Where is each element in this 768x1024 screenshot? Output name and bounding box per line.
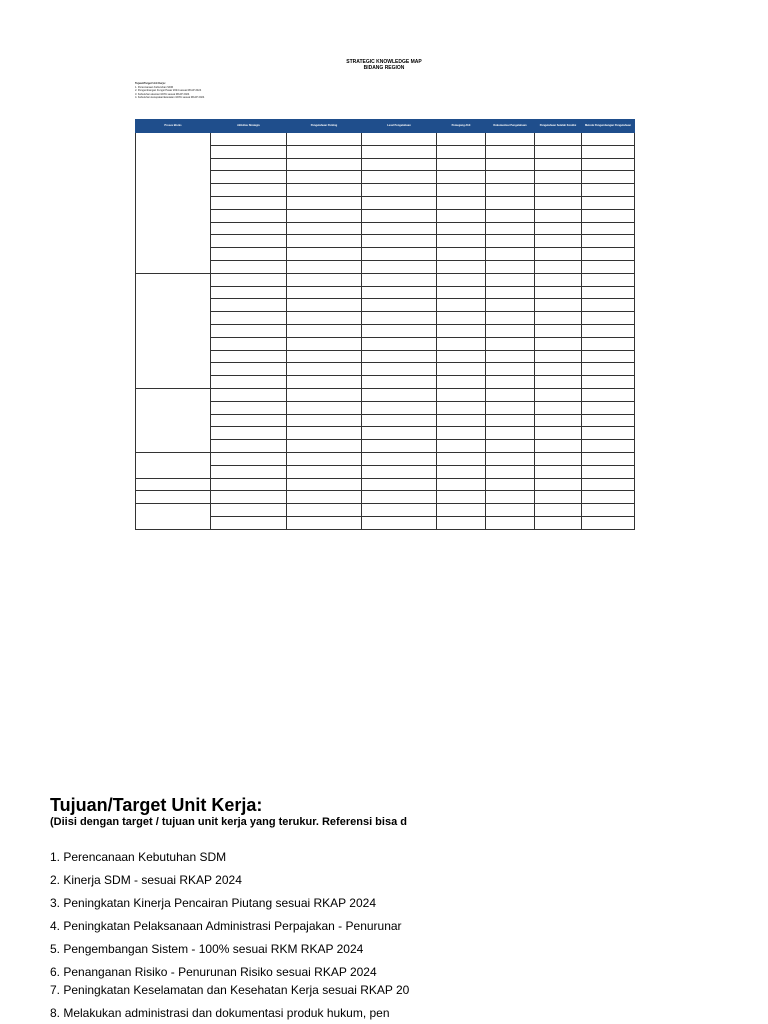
- table-cell: [437, 388, 486, 401]
- table-cell: [437, 427, 486, 440]
- table-cell: [486, 171, 535, 184]
- column-header: Proses Bisnis: [136, 120, 211, 133]
- table-cell: [582, 158, 635, 171]
- table-row: [136, 388, 635, 401]
- table-cell: [211, 414, 287, 427]
- table-cell: [486, 337, 535, 350]
- table-cell: [535, 171, 582, 184]
- table-cell: [211, 440, 287, 453]
- table-cell: [582, 184, 635, 197]
- table-row: [136, 299, 635, 312]
- goal-list: [50, 849, 410, 1021]
- table-cell: [437, 312, 486, 325]
- table-cell: [535, 363, 582, 376]
- table-cell: [535, 145, 582, 158]
- table-cell: [287, 440, 362, 453]
- table-cell: [362, 171, 437, 184]
- table-cell: [287, 452, 362, 465]
- table-cell: [535, 478, 582, 491]
- table-row: [136, 491, 635, 504]
- table-row: [136, 401, 635, 414]
- table-row: [136, 133, 635, 146]
- table-cell: [486, 260, 535, 273]
- table-cell: [582, 337, 635, 350]
- table-cell: [535, 248, 582, 261]
- table-cell: [362, 504, 437, 517]
- table-cell: [211, 299, 287, 312]
- table-cell: [287, 248, 362, 261]
- table-cell: [582, 440, 635, 453]
- table-cell: [582, 350, 635, 363]
- table-cell: [535, 504, 582, 517]
- table-cell: [287, 209, 362, 222]
- goal-item: 1. Perencanaan Kebutuhan SDM: [50, 850, 227, 864]
- table-cell: [535, 465, 582, 478]
- table-cell: [211, 388, 287, 401]
- table-cell: [287, 465, 362, 478]
- table-row: [136, 478, 635, 491]
- table-cell: [211, 491, 287, 504]
- table-cell: [362, 465, 437, 478]
- table-cell: [211, 171, 287, 184]
- table-cell: [582, 363, 635, 376]
- table-cell: [486, 248, 535, 261]
- table-cell: [437, 465, 486, 478]
- table-cell: [486, 222, 535, 235]
- table-cell: [582, 235, 635, 248]
- table-cell: [287, 184, 362, 197]
- mini-goal-block: [135, 82, 335, 100]
- table-cell: [437, 184, 486, 197]
- table-cell: [535, 376, 582, 389]
- table-cell: [486, 299, 535, 312]
- table-cell: [437, 299, 486, 312]
- table-cell: [211, 363, 287, 376]
- table-cell: [437, 235, 486, 248]
- table-cell: [535, 235, 582, 248]
- table-cell: [287, 427, 362, 440]
- goal-item: 2. Kinerja SDM - sesuai RKAP 2024: [50, 873, 242, 887]
- table-cell: [287, 337, 362, 350]
- goal-item: 5. Pengembangan Sistem - 100% sesuai RKM RKAP 2024: [50, 942, 364, 956]
- table-cell: [287, 273, 362, 286]
- process-cell: [136, 504, 211, 530]
- table-cell: [362, 440, 437, 453]
- table-cell: [362, 414, 437, 427]
- table-cell: [582, 452, 635, 465]
- goal-item: 3. Peningkatan Kinerja Pencairan Piutang sesuai RKAP 2024: [50, 896, 376, 910]
- table-cell: [535, 158, 582, 171]
- table-cell: [362, 299, 437, 312]
- table-row: [136, 324, 635, 337]
- table-cell: [211, 350, 287, 363]
- table-cell: [362, 145, 437, 158]
- table-cell: [437, 491, 486, 504]
- table-cell: [486, 363, 535, 376]
- table-cell: [437, 171, 486, 184]
- table-cell: [486, 414, 535, 427]
- table-cell: [535, 516, 582, 529]
- table-cell: [535, 209, 582, 222]
- column-header: Pengetahuan Setelah Kondisi: [535, 120, 582, 133]
- table-row: [136, 196, 635, 209]
- table-row: [136, 376, 635, 389]
- table-cell: [535, 312, 582, 325]
- mini-goal-line: 1. Perencanaan Kebutuhan SDM: [135, 85, 174, 89]
- table-cell: [486, 324, 535, 337]
- table-cell: [437, 209, 486, 222]
- table-cell: [437, 452, 486, 465]
- table-cell: [582, 312, 635, 325]
- table-row: [136, 504, 635, 517]
- table-row: [136, 440, 635, 453]
- table-cell: [211, 376, 287, 389]
- table-cell: [486, 273, 535, 286]
- table-cell: [582, 145, 635, 158]
- table-cell: [582, 260, 635, 273]
- table-cell: [287, 401, 362, 414]
- table-cell: [535, 337, 582, 350]
- table-cell: [211, 260, 287, 273]
- table-cell: [437, 273, 486, 286]
- table-cell: [287, 260, 362, 273]
- table-cell: [582, 299, 635, 312]
- process-cell: [136, 133, 211, 274]
- column-header: Metode Pengembangan Pengetahuan: [582, 120, 635, 133]
- table-cell: [486, 145, 535, 158]
- table-cell: [211, 401, 287, 414]
- table-cell: [582, 465, 635, 478]
- table-cell: [486, 388, 535, 401]
- table-cell: [362, 350, 437, 363]
- table-cell: [437, 337, 486, 350]
- goal-subtitle: (Diisi dengan target / tujuan unit kerja yang terukur. Referensi bisa d: [50, 816, 407, 828]
- table-cell: [486, 184, 535, 197]
- table-row: [136, 363, 635, 376]
- table-cell: [486, 209, 535, 222]
- process-cell: [136, 273, 211, 388]
- table-cell: [211, 312, 287, 325]
- table-cell: [486, 465, 535, 478]
- table-cell: [362, 337, 437, 350]
- table-row: [136, 312, 635, 325]
- table-cell: [362, 196, 437, 209]
- table-cell: [582, 516, 635, 529]
- table-cell: [287, 286, 362, 299]
- table-cell: [582, 133, 635, 146]
- table-cell: [486, 516, 535, 529]
- table-cell: [535, 222, 582, 235]
- table-cell: [362, 184, 437, 197]
- table-cell: [287, 504, 362, 517]
- table-cell: [287, 158, 362, 171]
- table-cell: [582, 478, 635, 491]
- table-cell: [211, 145, 287, 158]
- column-header: Dokumentasi Pengetahuan: [486, 120, 535, 133]
- table-cell: [211, 273, 287, 286]
- column-header: Pemegang Ahli: [437, 120, 486, 133]
- table-cell: [287, 491, 362, 504]
- table-cell: [582, 491, 635, 504]
- table-cell: [362, 516, 437, 529]
- table-cell: [287, 376, 362, 389]
- table-cell: [535, 350, 582, 363]
- table-cell: [287, 478, 362, 491]
- knowledge-map-table: [135, 119, 635, 530]
- table-cell: [582, 388, 635, 401]
- table-cell: [362, 388, 437, 401]
- table-cell: [362, 376, 437, 389]
- column-header: Pengetahuan Penting: [287, 120, 362, 133]
- table-cell: [211, 452, 287, 465]
- table-cell: [535, 401, 582, 414]
- table-cell: [535, 286, 582, 299]
- table-cell: [211, 427, 287, 440]
- process-cell: [136, 478, 211, 491]
- table-cell: [362, 260, 437, 273]
- table-cell: [582, 196, 635, 209]
- table-cell: [535, 388, 582, 401]
- table-cell: [486, 427, 535, 440]
- table-cell: [211, 516, 287, 529]
- process-cell: [136, 491, 211, 504]
- table-cell: [535, 324, 582, 337]
- table-row: [136, 209, 635, 222]
- table-cell: [362, 209, 437, 222]
- table-cell: [362, 401, 437, 414]
- mini-goal-heading: Tujuan/Target Unit Kerja:: [135, 82, 166, 85]
- table-cell: [486, 491, 535, 504]
- table-cell: [287, 196, 362, 209]
- table-cell: [582, 248, 635, 261]
- table-cell: [437, 414, 486, 427]
- table-cell: [535, 184, 582, 197]
- table-cell: [211, 196, 287, 209]
- table-row: [136, 337, 635, 350]
- table-cell: [211, 158, 287, 171]
- table-cell: [437, 350, 486, 363]
- table-cell: [211, 504, 287, 517]
- table-cell: [582, 171, 635, 184]
- table-cell: [211, 184, 287, 197]
- table-cell: [582, 273, 635, 286]
- table-cell: [362, 312, 437, 325]
- table-cell: [486, 504, 535, 517]
- table-cell: [535, 491, 582, 504]
- table-cell: [437, 222, 486, 235]
- table-cell: [486, 235, 535, 248]
- table-cell: [437, 133, 486, 146]
- table-cell: [486, 440, 535, 453]
- table-cell: [437, 478, 486, 491]
- table-cell: [535, 196, 582, 209]
- table-cell: [362, 286, 437, 299]
- table-cell: [287, 388, 362, 401]
- process-cell: [136, 388, 211, 452]
- table-cell: [362, 158, 437, 171]
- table-cell: [287, 299, 362, 312]
- table-cell: [582, 286, 635, 299]
- table-cell: [211, 209, 287, 222]
- table-cell: [287, 414, 362, 427]
- table-cell: [211, 222, 287, 235]
- column-header: Level Pengetahuan: [362, 120, 437, 133]
- table-cell: [486, 401, 535, 414]
- table-cell: [287, 145, 362, 158]
- table-cell: [535, 427, 582, 440]
- table-cell: [287, 516, 362, 529]
- table-cell: [362, 363, 437, 376]
- table-cell: [437, 260, 486, 273]
- table-row: [136, 171, 635, 184]
- table-cell: [362, 427, 437, 440]
- table-cell: [362, 133, 437, 146]
- table-cell: [287, 171, 362, 184]
- table-cell: [535, 299, 582, 312]
- table-row: [136, 516, 635, 529]
- table-cell: [362, 491, 437, 504]
- table-cell: [486, 158, 535, 171]
- table-row: [136, 235, 635, 248]
- table-cell: [582, 209, 635, 222]
- table-cell: [535, 260, 582, 273]
- table-cell: [582, 504, 635, 517]
- table-row: [136, 286, 635, 299]
- table-cell: [362, 452, 437, 465]
- table-cell: [211, 478, 287, 491]
- table-cell: [437, 196, 486, 209]
- table-cell: [362, 222, 437, 235]
- table-cell: [362, 273, 437, 286]
- table-cell: [287, 133, 362, 146]
- table-row: [136, 260, 635, 273]
- table-cell: [582, 427, 635, 440]
- table-cell: [362, 478, 437, 491]
- table-row: [136, 158, 635, 171]
- process-cell: [136, 452, 211, 478]
- table-cell: [211, 324, 287, 337]
- table-cell: [437, 248, 486, 261]
- table-cell: [486, 350, 535, 363]
- table-cell: [362, 248, 437, 261]
- table-cell: [437, 401, 486, 414]
- mini-goal-line: 3. Kebutuhan akurasi 100% sesuai RKAP 2024: [135, 92, 190, 96]
- table-cell: [437, 516, 486, 529]
- table-cell: [437, 286, 486, 299]
- table-cell: [211, 248, 287, 261]
- table-cell: [486, 376, 535, 389]
- table-cell: [535, 452, 582, 465]
- table-row: [136, 465, 635, 478]
- table-row: [136, 427, 635, 440]
- table-cell: [211, 235, 287, 248]
- table-cell: [437, 440, 486, 453]
- table-cell: [437, 376, 486, 389]
- table-cell: [582, 222, 635, 235]
- table-cell: [535, 133, 582, 146]
- goal-section: [50, 795, 410, 829]
- table-cell: [362, 235, 437, 248]
- mini-goal-line: 4. Kebutuhan kecepatan/ketetatan 100% sesuai RKAP 2024: [135, 96, 205, 100]
- table-cell: [535, 440, 582, 453]
- table-cell: [486, 133, 535, 146]
- table-cell: [211, 337, 287, 350]
- table-cell: [287, 235, 362, 248]
- table-cell: [211, 465, 287, 478]
- goal-item: 7. Peningkatan Keselamatan dan Kesehatan Kerja sesuai RKAP 20: [50, 983, 410, 997]
- table-cell: [437, 158, 486, 171]
- table-cell: [437, 504, 486, 517]
- mini-goal-line: 2. Pengembangan Fungsi Pasar 2024 sesuai RKAP 2024: [135, 89, 202, 93]
- table-cell: [287, 350, 362, 363]
- table-cell: [582, 376, 635, 389]
- table-cell: [486, 196, 535, 209]
- table-cell: [486, 312, 535, 325]
- table-cell: [287, 312, 362, 325]
- table-cell: [582, 414, 635, 427]
- goal-title: Tujuan/Target Unit Kerja:: [50, 795, 263, 815]
- table-row: [136, 184, 635, 197]
- table-row: [136, 452, 635, 465]
- table-cell: [582, 401, 635, 414]
- table-cell: [437, 363, 486, 376]
- page-subtitle: BIDANG REGION: [363, 65, 405, 71]
- table-cell: [535, 273, 582, 286]
- table-header-row: [136, 120, 635, 133]
- table-row: [136, 414, 635, 427]
- goal-item: 8. Melakukan administrasi dan dokumentasi produk hukum, pen: [50, 1006, 390, 1020]
- table-cell: [287, 363, 362, 376]
- table-row: [136, 350, 635, 363]
- goal-item: 4. Peningkatan Pelaksanaan Administrasi Perpajakan - Penurunar: [50, 919, 402, 933]
- table-cell: [437, 324, 486, 337]
- table-row: [136, 273, 635, 286]
- table-cell: [211, 133, 287, 146]
- table-cell: [582, 324, 635, 337]
- goal-item: 6. Penanganan Risiko - Penurunan Risiko sesuai RKAP 2024: [50, 965, 377, 979]
- table-cell: [535, 414, 582, 427]
- table-cell: [287, 222, 362, 235]
- table-cell: [211, 286, 287, 299]
- table-cell: [486, 286, 535, 299]
- table-cell: [486, 478, 535, 491]
- table-cell: [437, 145, 486, 158]
- table-row: [136, 248, 635, 261]
- column-header: Aktivitas Strategis: [211, 120, 287, 133]
- table-cell: [486, 452, 535, 465]
- table-cell: [362, 324, 437, 337]
- table-row: [136, 145, 635, 158]
- table-row: [136, 222, 635, 235]
- page-title: STRATEGIC KNOWLEDGE MAP: [346, 59, 422, 65]
- table-cell: [287, 324, 362, 337]
